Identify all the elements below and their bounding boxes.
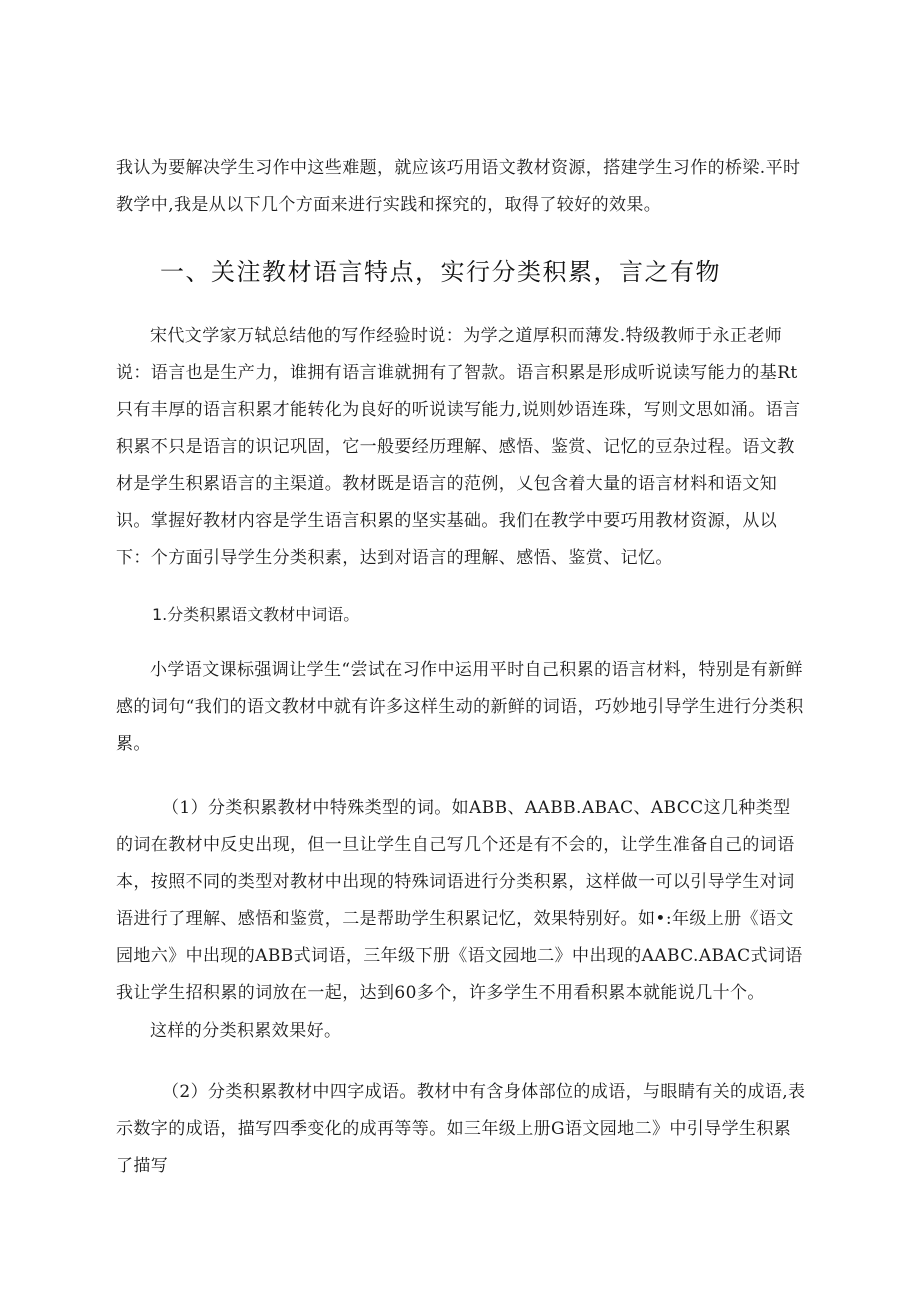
intro-paragraph: 我认为要解决学生习作中这些难题，就应该巧用语文教材资源，搭建学生习作的桥梁.平时教学中,我是从以下几个方面来进行实践和探究的，取得了较好的效果。	[116, 158, 801, 215]
list-item-1-tail: 这样的分类积累效果好。	[150, 1021, 342, 1041]
list-item-2-paragraph: （2）分类积累教材中四字成语。教材中有含身体部位的成语，与眼睛有关的成语,表示数字的成语，描写四季变化的成再等等。如三年级上册G语文园地二》中引导学生积累了描写	[116, 1082, 806, 1176]
list-item-1-paragraph: （1）分类积累教材中特殊类型的词。如ABB、AABB.ABAC、ABCC这几种类型的词在教材中反史出现，但一旦让学生自己写几个还是有不会的，让学生准备自己的词语本，按照不同的类型对教材中出现的特殊词语进行分类积累，这样做一可以引导学生对词语进行了理解、感悟和鉴赏，二是帮助学生积累记忆，效果特别好。如•:年级上册《语文园地六》中出现的ABB式词语，三年级下册《语文园地二》中出现的AABC.ABAC式词语我让学生招积累的词放在一起，达到60多个，许多学生不用看积累本就能说几十个。	[116, 798, 803, 1003]
subsection-body-paragraph: 小学语文课标强调让学生“尝试在习作中运用平时自己积累的语言材料，特别是有新鲜感的词句“我们的语文教材中就有许多这样生动的新鲜的词语，巧妙地引导学生进行分类积累。	[116, 660, 804, 754]
section-heading: 一、关注教材语言特点，实行分类积累，言之有物	[160, 258, 721, 286]
subsection-heading: 1.分类积累语文教材中词语。	[152, 605, 360, 624]
section-body-paragraph: 宋代文学家万轼总结他的写作经验时说：为学之道厚积而薄发.特级教师于永正老师说：语言也是生产力，谁拥有语言谁就拥有了智款。语言积累是形成听说读写能力的基Rt只有丰厚的语言积累才能转化为良好的听说读写能力,说则妙语连珠，写则文思如涌。语言积累不只是语言的识记巩固，它一般要经历理解、感悟、鉴赏、记忆的豆杂过程。语文教材是学生积累语言的主渠道。教材既是语言的范例，乂包含着大量的语言材料和语文知识。掌握好教材内容是学生语言积累的坚实基础。我们在教学中要巧用教材资源，从以下：个方面引导学生分类积素，达到对语言的理解、感悟、鉴赏、记忆。	[116, 326, 801, 568]
